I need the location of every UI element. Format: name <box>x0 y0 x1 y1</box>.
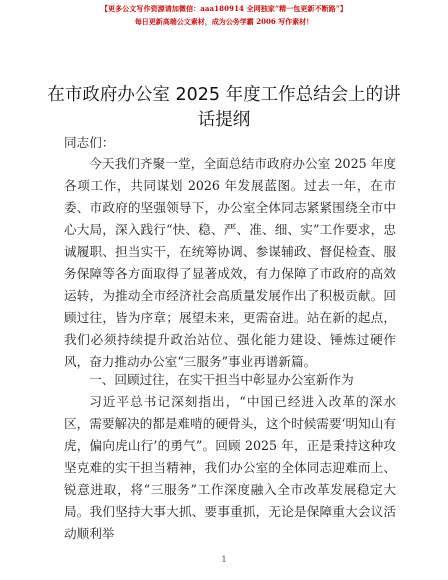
page-number: 1 <box>221 555 227 564</box>
promo-banner-line1: 【更多公文写作资源请加微信：aaa180914 全网独家”精一包更新不断路”】 <box>100 4 348 13</box>
salutation: 同志们： <box>64 135 115 150</box>
document-title: 在市政府办公室 2025 年度工作总结会上的讲话提纲 <box>47 85 401 130</box>
paragraph-review: 习近平总书记深刻指出，“中国已经进入改革的深水区，需要解决的都是难啃的硬骨头，这个时候需要‘明知山有虎，偏向虎山行’的勇气”。回顾 2025 年，正是秉持这种攻坚克难的实干担当精神，我们办公室的全体同志迎难而上、锐意进取，将“三服务”工作深度融入全市改革发展稳定大局。我们坚持大事大抓、要事重抓，无论是保障重大会议活动顺利举 <box>64 394 396 541</box>
promo-banner-line2: 每日更新高端公文素材，成为公务学霸 2006 写作素材！ <box>134 17 314 26</box>
section-heading: 一、回顾过往，在实干担当中彰显办公室新作为 <box>89 372 354 387</box>
paragraph-intro: 今天我们齐聚一堂，全面总结市政府办公室 2025 年度各项工作，共同谋划 2026 年发展蓝图。过去一年，在市委、市政府的坚强领导下，办公室全体同志紧紧围绕全市中心大局，深入践行“快、稳、严、准、细、实”工作要求，忠诚履职、担当实干，在统筹协调、参谋辅政、督促检查、服务保障等各方面取得了显著成效，有力保障了市政府的高效运转，为推动全市经济社会高质量发展作出了积极贡献。回顾过往，皆为序章；展望未来，更需奋进。站在新的起点，我们必须持续提升政治站位、强化能力建设、锤炼过硬作风，奋力推动办公室“三服务”事业再谱新篇。 <box>64 156 396 369</box>
